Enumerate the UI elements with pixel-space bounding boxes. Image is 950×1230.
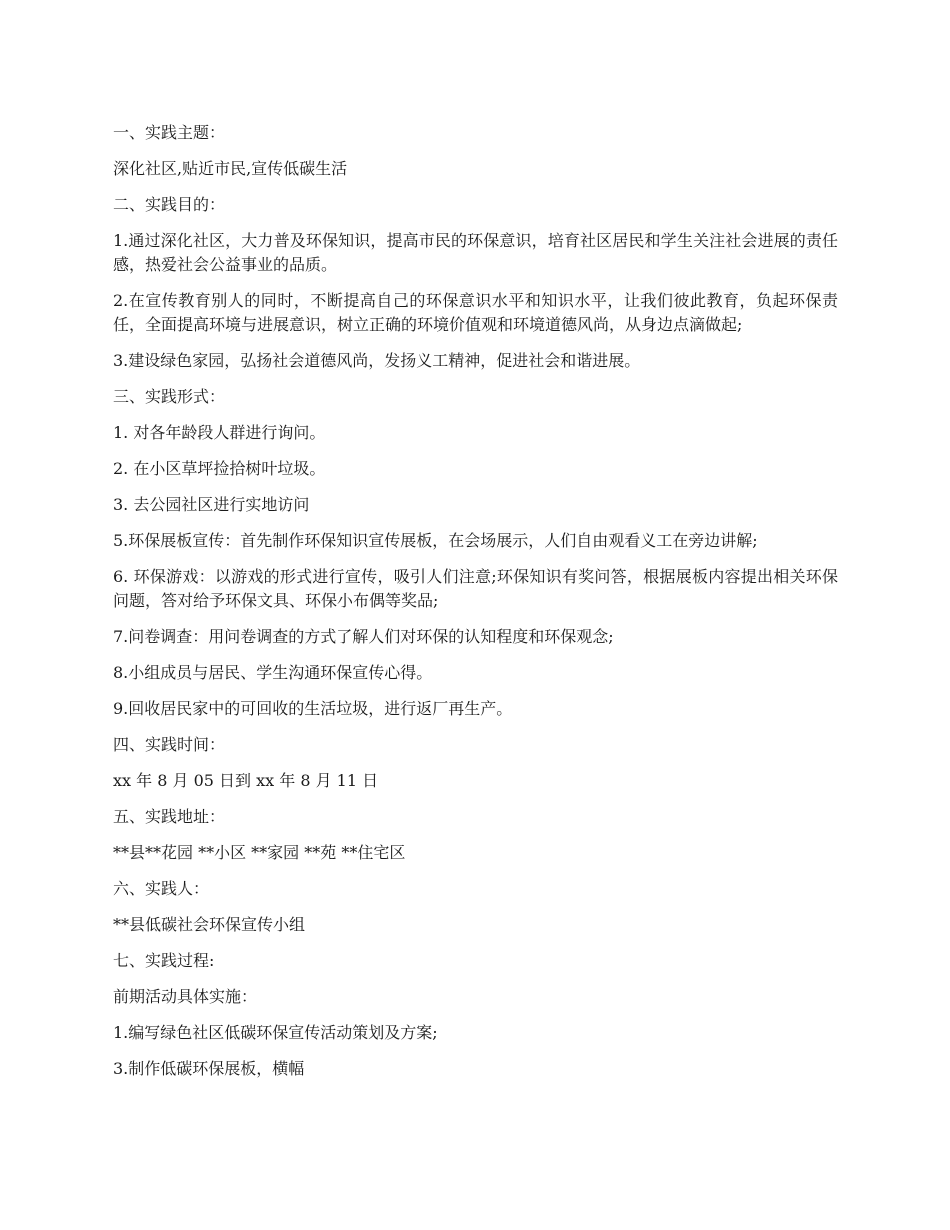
heading-people: 六、实践人： bbox=[113, 879, 210, 898]
form-item-9: 9.回收居民家中的可回收的生活垃圾，进行返厂再生产。 bbox=[113, 699, 513, 718]
process-item-1: 1.编写绿色社区低碳环保宣传活动策划及方案; bbox=[113, 1023, 438, 1042]
form-item-5: 5.环保展板宣传：首先制作环保知识宣传展板，在会场展示，人们自由观看义工在旁边讲解; bbox=[113, 531, 758, 550]
purpose-item-2: 2.在宣传教育别人的同时，不断提高自己的环保意识水平和知识水平，让我们彼此教育，负起环保责任，全面提高环境与进展意识，树立正确的环境价值观和环境道德风尚，从身边点滴做起; bbox=[113, 291, 838, 334]
purpose-item-3: 3.建设绿色家园，弘扬社会道德风尚，发扬义工精神，促进社会和谐进展。 bbox=[113, 351, 641, 370]
form-item-2: 2. 在小区草坪捡拾树叶垃圾。 bbox=[113, 459, 326, 478]
form-item-3: 3. 去公园社区进行实地访问 bbox=[113, 495, 310, 514]
theme-text: 深化社区,贴近市民,宣传低碳生活 bbox=[113, 159, 348, 178]
heading-time: 四、实践时间： bbox=[113, 735, 226, 754]
time-text: xx 年 8 月 05 日到 xx 年 8 月 11 日 bbox=[113, 771, 379, 790]
purpose-item-1: 1.通过深化社区，大力普及环保知识，提高市民的环保意识，培育社区居民和学生关注社会进展的责任感，热爱社会公益事业的品质。 bbox=[113, 231, 838, 274]
form-item-1: 1. 对各年龄段人群进行询问。 bbox=[113, 423, 326, 442]
heading-theme: 一、实践主题： bbox=[113, 123, 226, 142]
form-item-6: 6. 环保游戏：以游戏的形式进行宣传，吸引人们注意;环保知识有奖问答，根据展板内容提出相关环保问题，答对给予环保文具、环保小布偶等奖品; bbox=[113, 567, 838, 610]
heading-purpose: 二、实践目的： bbox=[113, 195, 226, 214]
process-intro: 前期活动具体实施： bbox=[113, 987, 258, 1006]
heading-location: 五、实践地址： bbox=[113, 807, 226, 826]
form-item-7: 7.问卷调查：用问卷调查的方式了解人们对环保的认知程度和环保观念; bbox=[113, 627, 614, 646]
process-item-3: 3.制作低碳环保展板，横幅 bbox=[113, 1059, 305, 1078]
location-text: **县**花园 **小区 **家园 **苑 **住宅区 bbox=[113, 843, 406, 862]
heading-form: 三、实践形式： bbox=[113, 387, 226, 406]
form-item-8: 8.小组成员与居民、学生沟通环保宣传心得。 bbox=[113, 663, 433, 682]
people-text: **县低碳社会环保宣传小组 bbox=[113, 915, 306, 934]
document-page bbox=[113, 121, 838, 1093]
heading-process: 七、实践过程: bbox=[113, 951, 215, 970]
